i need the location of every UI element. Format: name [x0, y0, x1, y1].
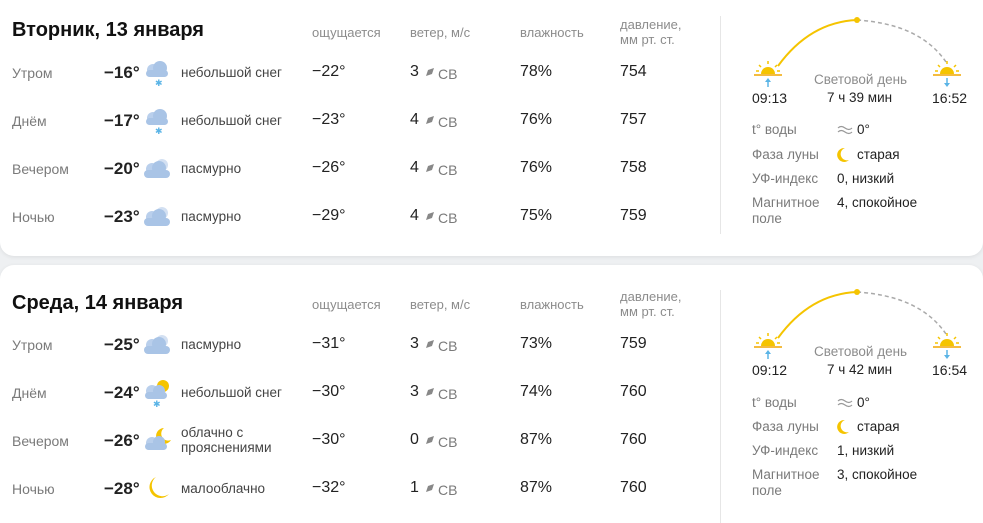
- pressure: 754: [620, 63, 647, 80]
- pressure: 758: [620, 159, 647, 176]
- day-part: Вечером: [12, 433, 69, 449]
- condition-line2: прояснениями: [181, 440, 272, 455]
- condition: [181, 337, 241, 352]
- temperature: −26°: [104, 431, 140, 450]
- uv-index-value: 0, низкий: [837, 171, 895, 186]
- wind-direction: СВ: [438, 482, 458, 498]
- sunrise-time: 09:12: [752, 362, 788, 378]
- wind-speed: 0: [410, 431, 419, 448]
- forecast-row: [0, 378, 720, 408]
- condition: [181, 65, 282, 80]
- condition: [181, 161, 241, 176]
- condition-line1: пасмурно: [181, 337, 242, 352]
- feels-like: −30°: [312, 383, 346, 400]
- uv-index-label: УФ-индекс: [752, 443, 819, 458]
- feels-like: −30°: [312, 431, 346, 448]
- wind-direction-icon: [425, 339, 435, 349]
- wind-speed: 3: [410, 63, 419, 80]
- magnetic-field-label: [752, 195, 819, 227]
- snow-sun-cloud-icon: [140, 378, 174, 408]
- day-title: Среда, 14 января: [12, 292, 184, 314]
- overcast-icon: [140, 330, 174, 360]
- condition-line1: небольшой снег: [181, 65, 282, 80]
- magnetic-field-value: 4, спокойное: [837, 195, 918, 210]
- temperature: −25°: [104, 335, 140, 354]
- wind-direction-icon: [425, 163, 435, 173]
- pressure: 757: [620, 111, 647, 128]
- humidity: 74%: [520, 383, 553, 400]
- snow-cloud-icon: [140, 106, 174, 136]
- forecast-row: [0, 474, 720, 504]
- wind-direction-icon: [425, 435, 435, 445]
- forecast-row: [0, 106, 720, 136]
- wind-direction-icon: [425, 483, 435, 493]
- condition-line1: пасмурно: [181, 209, 242, 224]
- humidity: 78%: [520, 63, 553, 80]
- header-feels: ощущается: [312, 297, 381, 312]
- condition: [181, 113, 282, 128]
- condition: [181, 209, 241, 224]
- moon-cloud-icon: [140, 426, 174, 456]
- wind-direction-icon: [425, 387, 435, 397]
- wind-direction: СВ: [438, 162, 458, 178]
- condition-line1: небольшой снег: [181, 385, 282, 400]
- forecast-row: [0, 426, 720, 456]
- wind-speed: 4: [410, 111, 419, 128]
- overcast-icon: [140, 202, 174, 232]
- sunset-icon: [933, 333, 961, 359]
- day-card: [0, 0, 983, 256]
- moon-icon: [140, 474, 174, 504]
- header-pressure-line1: давление,: [620, 289, 682, 304]
- wind-direction: СВ: [438, 114, 458, 130]
- uv-index-label: УФ-индекс: [752, 171, 819, 186]
- svg-text:✱: ✱: [153, 400, 161, 408]
- moon-phase-value: старая: [857, 147, 900, 162]
- forecast-row: [0, 330, 720, 360]
- forecast-row: [0, 202, 720, 232]
- magnetic-field-label: [752, 467, 819, 499]
- water-icon: [837, 398, 853, 408]
- sunrise-time: 09:13: [752, 90, 788, 106]
- wind-direction-icon: [425, 211, 435, 221]
- water-temp-label: t° воды: [752, 395, 797, 410]
- divider: [720, 16, 721, 234]
- header-pressure-line2: мм рт. ст.: [620, 304, 675, 319]
- wind-speed: 1: [410, 479, 419, 496]
- humidity: 75%: [520, 207, 553, 224]
- pressure: 760: [620, 479, 647, 496]
- header-pressure: [620, 289, 682, 319]
- svg-text:✱: ✱: [155, 79, 163, 88]
- day-part: Днём: [12, 385, 47, 401]
- forecast-row: [0, 58, 720, 88]
- moon-phase-value: старая: [857, 419, 900, 434]
- day-part: Вечером: [12, 161, 69, 177]
- condition: [181, 425, 271, 455]
- water-temp-value: 0°: [857, 395, 870, 410]
- humidity: 87%: [520, 479, 553, 496]
- humidity: 87%: [520, 431, 553, 448]
- condition-line1: облачно с: [181, 425, 244, 440]
- temperature: −24°: [104, 383, 140, 402]
- day-part: Утром: [12, 337, 53, 353]
- day-part: Ночью: [12, 481, 55, 497]
- overcast-icon: [140, 154, 174, 184]
- temperature: −20°: [104, 159, 140, 178]
- sunset-time: 16:52: [932, 90, 968, 106]
- day-card: [0, 265, 983, 523]
- wind-direction-icon: [425, 67, 435, 77]
- condition-line1: небольшой снег: [181, 113, 282, 128]
- feels-like: −22°: [312, 63, 346, 80]
- daylight-label: Световой день: [814, 344, 908, 359]
- feels-like: −31°: [312, 335, 346, 352]
- header-humidity: влажность: [520, 25, 584, 40]
- water-temp-value: 0°: [857, 122, 870, 137]
- header-feels: ощущается: [312, 25, 381, 40]
- magnetic-label-line2: поле: [752, 483, 782, 498]
- moon-phase-icon: [836, 147, 850, 163]
- water-temp-label: t° воды: [752, 122, 797, 137]
- humidity: 76%: [520, 159, 553, 176]
- header-wind: ветер, м/с: [410, 25, 471, 40]
- magnetic-field-value: 3, спокойное: [837, 467, 918, 482]
- wind-direction: СВ: [438, 210, 458, 226]
- sunset-icon: [933, 61, 961, 87]
- forecast-row: [0, 154, 720, 184]
- feels-like: −29°: [312, 207, 346, 224]
- pressure: 760: [620, 383, 647, 400]
- divider: [720, 290, 721, 523]
- magnetic-label-line2: поле: [752, 211, 782, 226]
- header-pressure: [620, 17, 682, 47]
- wind-direction-icon: [425, 115, 435, 125]
- condition-line1: малооблачно: [181, 481, 266, 496]
- magnetic-label-line1: Магнитное: [752, 195, 820, 210]
- humidity: 73%: [520, 335, 553, 352]
- wind-speed: 4: [410, 207, 419, 224]
- temperature: −17°: [104, 111, 140, 130]
- feels-like: −32°: [312, 479, 346, 496]
- temperature: −28°: [104, 479, 140, 498]
- wind-direction: СВ: [438, 338, 458, 354]
- magnetic-label-line1: Магнитное: [752, 467, 820, 482]
- condition-line1: пасмурно: [181, 161, 242, 176]
- temperature: −23°: [104, 207, 140, 226]
- day-title: Вторник, 13 января: [12, 19, 204, 41]
- header-pressure-line2: мм рт. ст.: [620, 32, 675, 47]
- temperature: −16°: [104, 63, 140, 82]
- day-part: Днём: [12, 113, 47, 129]
- pressure: 759: [620, 335, 647, 352]
- day-part: Ночью: [12, 209, 55, 225]
- moon-phase-icon: [836, 419, 850, 435]
- header-pressure-line1: давление,: [620, 17, 682, 32]
- water-icon: [837, 125, 853, 135]
- wind-direction: СВ: [438, 386, 458, 402]
- wind-direction: СВ: [438, 434, 458, 450]
- feels-like: −26°: [312, 159, 346, 176]
- pressure: 759: [620, 207, 647, 224]
- moon-phase-label: Фаза луны: [752, 147, 819, 162]
- wind-speed: 3: [410, 335, 419, 352]
- snow-cloud-icon: [140, 58, 174, 88]
- wind-speed: 4: [410, 159, 419, 176]
- day-part: Утром: [12, 65, 53, 81]
- moon-phase-label: Фаза луны: [752, 419, 819, 434]
- sunset-time: 16:54: [932, 362, 968, 378]
- wind-direction: СВ: [438, 66, 458, 82]
- daylight-length: 7 ч 39 мин: [827, 90, 893, 105]
- svg-text:✱: ✱: [155, 127, 163, 136]
- daylight-length: 7 ч 42 мин: [827, 362, 893, 377]
- header-humidity: влажность: [520, 297, 584, 312]
- humidity: 76%: [520, 111, 553, 128]
- condition: [181, 481, 265, 496]
- uv-index-value: 1, низкий: [837, 443, 895, 458]
- feels-like: −23°: [312, 111, 346, 128]
- condition: [181, 385, 282, 400]
- daylight-label: Световой день: [814, 72, 908, 87]
- header-wind: ветер, м/с: [410, 297, 471, 312]
- wind-speed: 3: [410, 383, 419, 400]
- pressure: 760: [620, 431, 647, 448]
